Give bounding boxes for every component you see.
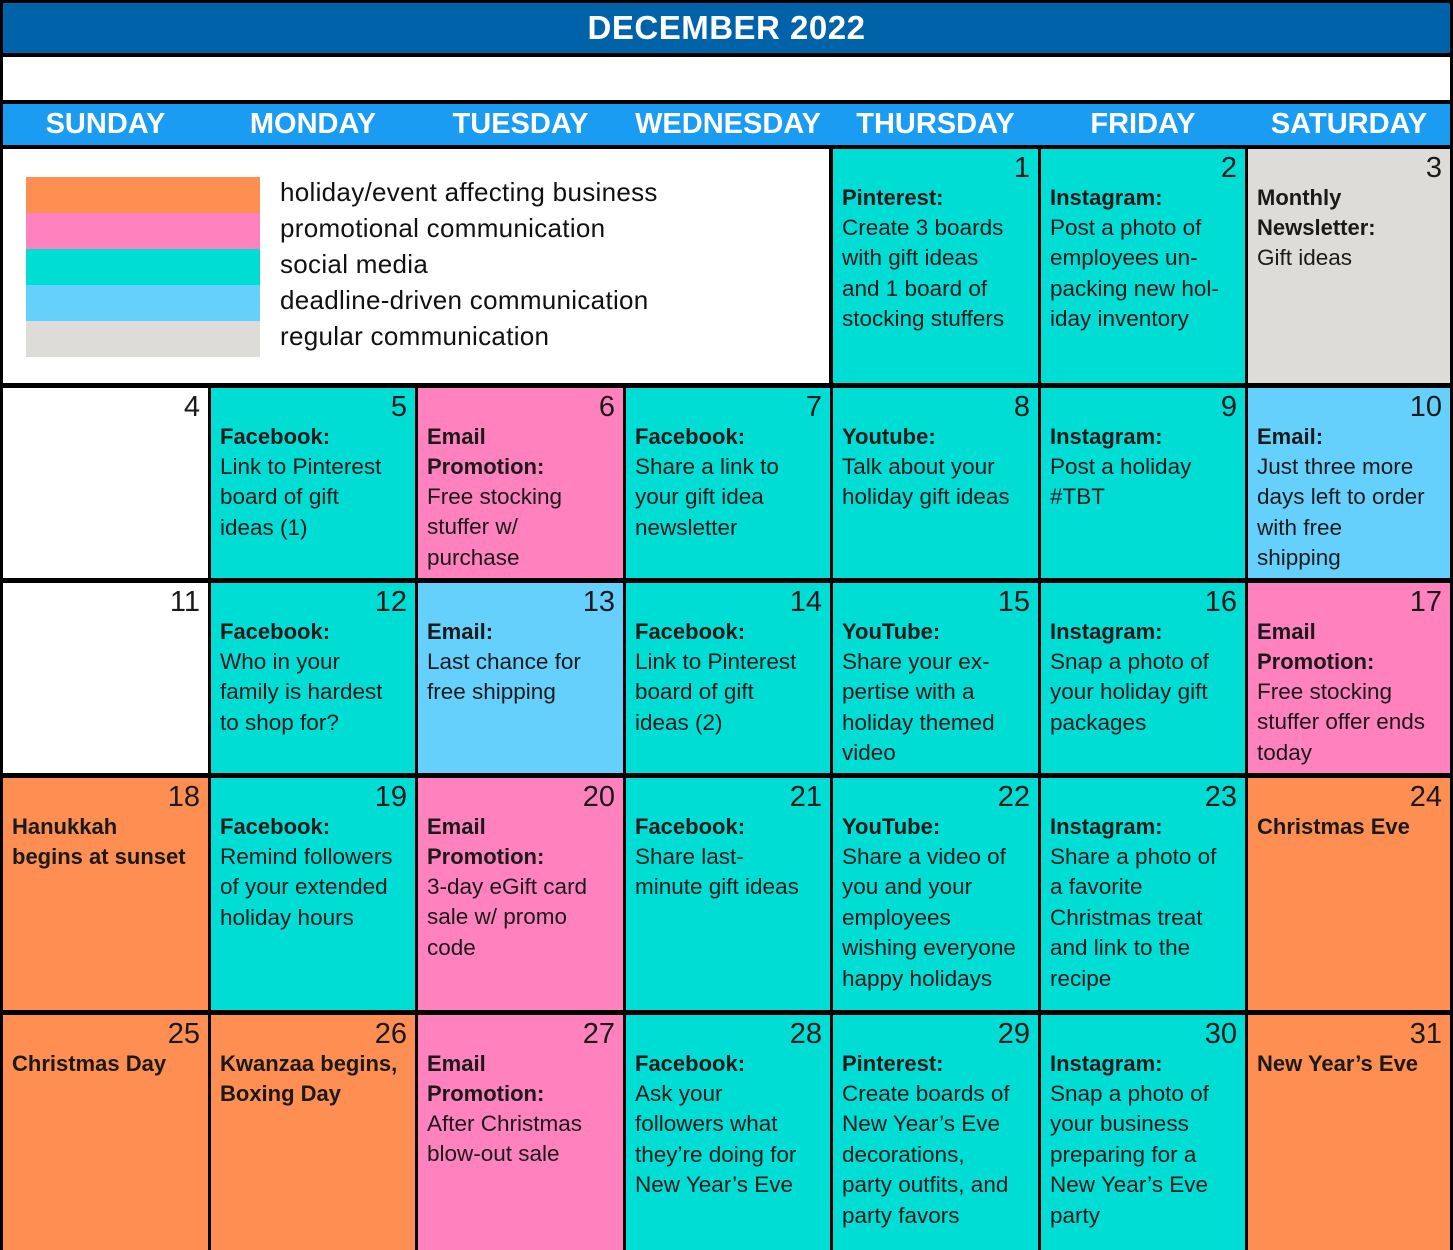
day-number: 26 bbox=[374, 1018, 407, 1050]
day-number: 19 bbox=[374, 781, 407, 813]
day-number: 4 bbox=[183, 391, 200, 423]
day-cell-1[interactable] bbox=[833, 149, 1038, 383]
event-description: After Christmas blow-out sale bbox=[427, 1111, 583, 1167]
day-number: 20 bbox=[582, 781, 615, 813]
day-number: 18 bbox=[167, 781, 200, 813]
event-description: Share a photo of a favorite Christmas treat and link to the recipe bbox=[1050, 844, 1217, 991]
day-cell-30[interactable] bbox=[1041, 1015, 1245, 1250]
event-description: Create 3 boards with gift ideas and 1 board of stocking stuffers bbox=[842, 215, 1005, 332]
weekday-sunday: SUNDAY bbox=[45, 108, 166, 140]
day-number: 13 bbox=[582, 586, 615, 618]
day-cell-21[interactable] bbox=[626, 778, 830, 1010]
day-cell-31[interactable] bbox=[1248, 1015, 1450, 1250]
weekday-saturday: SATURDAY bbox=[1270, 108, 1428, 140]
event-heading: Instagram: bbox=[1050, 814, 1163, 839]
day-cell-9[interactable] bbox=[1041, 388, 1245, 578]
event-heading: Email Promotion: bbox=[1257, 619, 1375, 674]
event-heading: Facebook: bbox=[635, 1051, 746, 1076]
event-heading: Monthly Newsletter: bbox=[1257, 185, 1376, 240]
day-number: 1 bbox=[1013, 152, 1030, 184]
day-cell-20[interactable] bbox=[418, 778, 623, 1010]
day-cell-29[interactable] bbox=[833, 1015, 1038, 1250]
event-heading: Email Promotion: bbox=[427, 814, 545, 869]
event-heading: Christmas Eve bbox=[1257, 814, 1410, 839]
day-cell-18[interactable] bbox=[3, 778, 208, 1010]
event-description: Snap a photo of your holiday gift packages bbox=[1050, 649, 1209, 735]
day-number: 21 bbox=[789, 781, 822, 813]
day-cell-16[interactable] bbox=[1041, 583, 1245, 773]
event-heading: Instagram: bbox=[1050, 185, 1163, 210]
event-heading: Pinterest: bbox=[842, 185, 944, 210]
event-heading: Instagram: bbox=[1050, 619, 1163, 644]
event-description: Talk about your holiday gift ideas bbox=[842, 454, 1010, 510]
day-number: 2 bbox=[1220, 152, 1237, 184]
day-cell-22[interactable] bbox=[833, 778, 1038, 1010]
day-cell-8[interactable] bbox=[833, 388, 1038, 578]
day-number: 10 bbox=[1409, 391, 1442, 423]
day-cell-6[interactable] bbox=[418, 388, 623, 578]
day-number: 12 bbox=[374, 586, 407, 618]
color-legend bbox=[3, 149, 829, 383]
event-heading: Facebook: bbox=[220, 814, 331, 839]
day-number: 5 bbox=[390, 391, 407, 423]
weekday-thursday: THURSDAY bbox=[856, 108, 1015, 140]
event-heading: Youtube: bbox=[842, 424, 936, 449]
event-description: Who in your family is hardest to shop for? bbox=[220, 649, 383, 735]
legend-label-deadline: deadline-driven communication bbox=[280, 285, 649, 315]
legend-label-social: social media bbox=[280, 249, 429, 279]
event-heading: Email: bbox=[427, 619, 494, 644]
event-description: Share last- minute gift ideas bbox=[635, 844, 799, 900]
day-number: 23 bbox=[1204, 781, 1237, 813]
event-heading: Pinterest: bbox=[842, 1051, 944, 1076]
legend-swatch-regular bbox=[26, 321, 260, 357]
event-heading: YouTube: bbox=[842, 619, 941, 644]
legend-swatch-promo bbox=[26, 213, 260, 249]
event-description: Free stocking stuffer offer ends today bbox=[1257, 679, 1426, 765]
day-cell-7[interactable] bbox=[626, 388, 830, 578]
day-cell-19[interactable] bbox=[211, 778, 415, 1010]
event-heading: Hanukkah begins at sunset bbox=[12, 814, 186, 869]
event-heading: Facebook: bbox=[635, 814, 746, 839]
day-number: 11 bbox=[169, 586, 200, 618]
event-heading: Christmas Day bbox=[12, 1051, 167, 1076]
day-cell-28[interactable] bbox=[626, 1015, 830, 1250]
blank-banner-row bbox=[3, 57, 1450, 100]
day-number: 3 bbox=[1425, 152, 1442, 184]
day-cell-11[interactable] bbox=[3, 583, 208, 773]
day-cell-15[interactable] bbox=[833, 583, 1038, 773]
event-description: Share a link to your gift idea newsletter bbox=[635, 454, 779, 540]
legend-swatch-deadline bbox=[26, 285, 260, 321]
day-number: 24 bbox=[1409, 781, 1442, 813]
day-cell-4[interactable] bbox=[3, 388, 208, 578]
day-number: 15 bbox=[997, 586, 1030, 618]
event-heading: Facebook: bbox=[635, 424, 746, 449]
weekday-header-row bbox=[3, 104, 1450, 145]
event-heading: Email: bbox=[1257, 424, 1324, 449]
event-description: Gift ideas bbox=[1257, 245, 1353, 270]
day-cell-10[interactable] bbox=[1248, 388, 1450, 578]
event-description: Create boards of New Year’s Eve decorations, party outfits, and party favors bbox=[842, 1081, 1010, 1228]
event-description: Snap a photo of your business preparing for a New Year’s Eve party bbox=[1050, 1081, 1209, 1228]
event-description: Post a holiday #TBT bbox=[1050, 454, 1192, 510]
day-cell-26[interactable] bbox=[211, 1015, 415, 1250]
weekday-friday: FRIDAY bbox=[1090, 108, 1196, 140]
event-heading: New Year’s Eve bbox=[1257, 1051, 1419, 1076]
day-number: 29 bbox=[997, 1018, 1030, 1050]
day-cell-3[interactable] bbox=[1248, 149, 1450, 383]
day-cell-13[interactable] bbox=[418, 583, 623, 773]
event-description: Link to Pinterest board of gift ideas (1) bbox=[220, 454, 382, 540]
event-description: Share a video of you and your employees wishing everyone happy holidays bbox=[842, 844, 1016, 991]
day-cell-12[interactable] bbox=[211, 583, 415, 773]
day-cell-17[interactable] bbox=[1248, 583, 1450, 773]
day-cell-23[interactable] bbox=[1041, 778, 1245, 1010]
event-description: Just three more days left to order with free shipping bbox=[1257, 454, 1425, 571]
day-number: 27 bbox=[582, 1018, 615, 1050]
event-heading: Email Promotion: bbox=[427, 424, 545, 479]
day-number: 9 bbox=[1220, 391, 1237, 423]
day-number: 8 bbox=[1013, 391, 1030, 423]
event-heading: Facebook: bbox=[635, 619, 746, 644]
legend-swatch-social bbox=[26, 249, 260, 285]
legend-label-promo: promotional communication bbox=[280, 213, 606, 243]
event-description: Remind followers of your extended holiday hours bbox=[220, 844, 393, 930]
event-heading: Facebook: bbox=[220, 424, 331, 449]
day-cell-27[interactable] bbox=[418, 1015, 623, 1250]
calendar-title: DECEMBER 2022 bbox=[3, 3, 1450, 53]
event-description: Free stocking stuffer w/ purchase bbox=[427, 484, 563, 570]
day-number: 25 bbox=[167, 1018, 200, 1050]
event-heading: Email Promotion: bbox=[427, 1051, 545, 1106]
day-number: 28 bbox=[789, 1018, 822, 1050]
day-cell-24[interactable] bbox=[1248, 778, 1450, 1010]
weekday-monday: MONDAY bbox=[249, 108, 377, 140]
day-number: 17 bbox=[1409, 586, 1442, 618]
day-cell-25[interactable] bbox=[3, 1015, 208, 1250]
event-heading: Instagram: bbox=[1050, 1051, 1163, 1076]
legend-swatch-holiday bbox=[26, 177, 260, 213]
event-description: Share your ex- pertise with a holiday themed video bbox=[842, 649, 995, 766]
event-heading: Instagram: bbox=[1050, 424, 1163, 449]
day-number: 14 bbox=[789, 586, 822, 618]
legend-label-holiday: holiday/event affecting business bbox=[280, 177, 658, 207]
day-number: 30 bbox=[1204, 1018, 1237, 1050]
day-number: 7 bbox=[805, 391, 822, 423]
event-heading: Facebook: bbox=[220, 619, 331, 644]
event-description: Last chance for free shipping bbox=[427, 649, 581, 705]
legend-label-regular: regular communication bbox=[280, 321, 550, 351]
event-description: 3-day eGift card sale w/ promo code bbox=[427, 874, 588, 960]
weekday-wednesday: WEDNESDAY bbox=[635, 108, 821, 140]
day-number: 22 bbox=[997, 781, 1030, 813]
event-heading: YouTube: bbox=[842, 814, 941, 839]
weekday-tuesday: TUESDAY bbox=[452, 108, 589, 140]
event-heading: Kwanzaa begins, Boxing Day bbox=[220, 1051, 398, 1106]
event-description: Link to Pinterest board of gift ideas (2) bbox=[635, 649, 797, 735]
day-cell-2[interactable] bbox=[1041, 149, 1245, 383]
day-number: 31 bbox=[1409, 1018, 1442, 1050]
day-number: 6 bbox=[598, 391, 615, 423]
day-cell-5[interactable] bbox=[211, 388, 415, 578]
event-description: Ask your followers what they’re doing for New Year’s Eve bbox=[635, 1081, 797, 1198]
event-description: Post a photo of employees un- packing new hol- iday inventory bbox=[1050, 215, 1219, 332]
day-number: 16 bbox=[1204, 586, 1237, 618]
day-cell-14[interactable] bbox=[626, 583, 830, 773]
